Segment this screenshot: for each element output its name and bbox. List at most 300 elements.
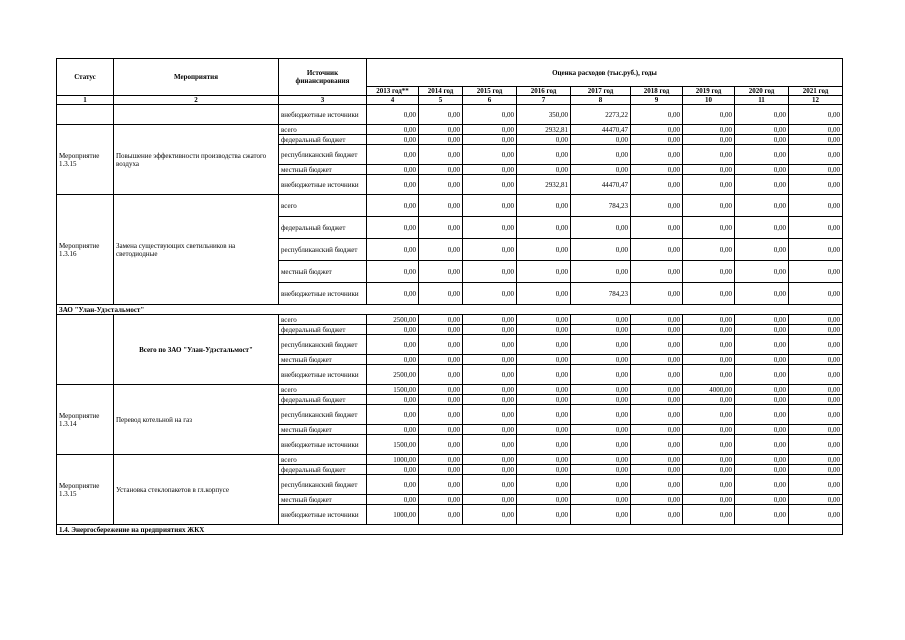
value-cell: 0,00 — [789, 283, 843, 305]
value-cell: 0,00 — [463, 335, 517, 355]
value-cell: 0,00 — [683, 335, 735, 355]
value-cell: 0,00 — [463, 239, 517, 261]
value-cell: 0,00 — [735, 365, 789, 385]
value-cell: 0,00 — [367, 283, 419, 305]
funding-source: всего — [279, 195, 367, 217]
value-cell: 0,00 — [463, 385, 517, 395]
value-cell: 0,00 — [517, 325, 571, 335]
value-cell: 0,00 — [463, 395, 517, 405]
value-cell: 0,00 — [463, 261, 517, 283]
value-cell: 0,00 — [463, 495, 517, 505]
value-cell: 0,00 — [683, 425, 735, 435]
value-cell: 0,00 — [571, 217, 631, 239]
funding-source: федеральный бюджет — [279, 325, 367, 335]
value-cell: 0,00 — [789, 455, 843, 465]
value-cell: 0,00 — [789, 505, 843, 525]
value-cell: 0,00 — [735, 239, 789, 261]
value-cell: 0,00 — [631, 365, 683, 385]
value-cell: 0,00 — [683, 505, 735, 525]
value-cell: 0,00 — [631, 315, 683, 325]
value-cell: 0,00 — [631, 505, 683, 525]
value-cell: 0,00 — [517, 145, 571, 165]
section-row — [57, 305, 843, 315]
value-cell: 0,00 — [571, 405, 631, 425]
column-number: 3 — [279, 96, 367, 105]
value-cell: 0,00 — [367, 425, 419, 435]
column-number: 10 — [683, 96, 735, 105]
funding-source: местный бюджет — [279, 425, 367, 435]
funding-source: федеральный бюджет — [279, 395, 367, 405]
value-cell: 0,00 — [735, 261, 789, 283]
value-cell: 0,00 — [735, 135, 789, 145]
value-cell: 0,00 — [517, 435, 571, 455]
value-cell: 0,00 — [631, 195, 683, 217]
value-cell: 0,00 — [571, 355, 631, 365]
value-cell: 0,00 — [789, 261, 843, 283]
value-cell: 0,00 — [367, 261, 419, 283]
value-cell: 0,00 — [683, 135, 735, 145]
value-cell: 0,00 — [683, 195, 735, 217]
funding-source: местный бюджет — [279, 355, 367, 365]
value-cell: 1000,00 — [367, 455, 419, 465]
status-cell: Мероприятие 1.3.14 — [57, 385, 114, 455]
value-cell: 0,00 — [419, 125, 463, 135]
value-cell: 0,00 — [571, 325, 631, 335]
value-cell: 0,00 — [517, 505, 571, 525]
table-row — [57, 315, 843, 325]
value-cell: 0,00 — [631, 465, 683, 475]
value-cell: 0,00 — [683, 239, 735, 261]
value-cell: 0,00 — [419, 505, 463, 525]
value-cell: 0,00 — [789, 145, 843, 165]
value-cell: 0,00 — [735, 175, 789, 195]
value-cell: 0,00 — [367, 145, 419, 165]
table-body — [57, 105, 843, 535]
value-cell: 0,00 — [419, 175, 463, 195]
value-cell: 0,00 — [571, 239, 631, 261]
column-numbers-row — [57, 96, 843, 105]
value-cell: 0,00 — [463, 175, 517, 195]
funding-source: всего — [279, 125, 367, 135]
funding-source: внебюджетные источники — [279, 505, 367, 525]
value-cell: 0,00 — [789, 405, 843, 425]
value-cell: 0,00 — [735, 125, 789, 135]
funding-source: внебюджетные источники — [279, 435, 367, 455]
value-cell: 0,00 — [517, 135, 571, 145]
value-cell: 0,00 — [789, 195, 843, 217]
value-cell: 0,00 — [517, 395, 571, 405]
value-cell: 0,00 — [463, 135, 517, 145]
year-header: 2014 год — [419, 87, 463, 96]
year-header: 2013 год** — [367, 87, 419, 96]
status-cell: Мероприятие 1.3.15 — [57, 455, 114, 525]
value-cell: 0,00 — [419, 475, 463, 495]
value-cell: 0,00 — [517, 425, 571, 435]
value-cell: 0,00 — [517, 165, 571, 175]
value-cell: 4000,00 — [683, 385, 735, 395]
value-cell: 0,00 — [367, 217, 419, 239]
value-cell: 350,00 — [517, 105, 571, 125]
value-cell: 0,00 — [631, 495, 683, 505]
value-cell: 0,00 — [463, 325, 517, 335]
value-cell: 0,00 — [367, 239, 419, 261]
value-cell: 0,00 — [419, 325, 463, 335]
value-cell: 0,00 — [631, 385, 683, 395]
value-cell: 0,00 — [735, 395, 789, 405]
value-cell: 0,00 — [683, 105, 735, 125]
value-cell: 0,00 — [631, 395, 683, 405]
value-cell: 0,00 — [367, 475, 419, 495]
status-cell — [57, 315, 114, 385]
value-cell: 2932,81 — [517, 125, 571, 135]
header-status: Статус — [57, 59, 114, 96]
value-cell: 0,00 — [683, 175, 735, 195]
year-header: 2015 год — [463, 87, 517, 96]
value-cell: 0,00 — [735, 195, 789, 217]
value-cell: 0,00 — [789, 315, 843, 325]
value-cell: 2932,81 — [517, 175, 571, 195]
funding-source: федеральный бюджет — [279, 217, 367, 239]
value-cell: 0,00 — [517, 217, 571, 239]
value-cell: 0,00 — [631, 105, 683, 125]
column-number: 4 — [367, 96, 419, 105]
section-title: 1.4. Энергосбережение на предприятиях ЖКХ — [57, 525, 843, 535]
value-cell: 0,00 — [367, 495, 419, 505]
table-row — [57, 195, 843, 217]
value-cell: 0,00 — [463, 315, 517, 325]
event-cell: Установка стеклопакетов в гл.корпусе — [114, 455, 279, 525]
value-cell: 0,00 — [735, 465, 789, 475]
header-source: Источник финансирования — [279, 59, 367, 96]
value-cell: 0,00 — [631, 335, 683, 355]
section-title: ЗАО "Улан-Удэстальмост" — [57, 305, 843, 315]
value-cell: 0,00 — [631, 475, 683, 495]
value-cell: 0,00 — [631, 145, 683, 165]
value-cell: 0,00 — [419, 385, 463, 395]
value-cell: 0,00 — [571, 425, 631, 435]
value-cell: 0,00 — [463, 145, 517, 165]
value-cell: 0,00 — [683, 465, 735, 475]
value-cell: 0,00 — [517, 495, 571, 505]
value-cell: 1500,00 — [367, 385, 419, 395]
value-cell: 1000,00 — [367, 505, 419, 525]
value-cell: 0,00 — [735, 283, 789, 305]
value-cell: 0,00 — [789, 435, 843, 455]
value-cell: 0,00 — [367, 195, 419, 217]
value-cell: 0,00 — [517, 283, 571, 305]
value-cell: 0,00 — [419, 335, 463, 355]
value-cell: 0,00 — [367, 405, 419, 425]
value-cell: 0,00 — [735, 315, 789, 325]
funding-source: республиканский бюджет — [279, 405, 367, 425]
value-cell: 0,00 — [463, 455, 517, 465]
value-cell: 0,00 — [419, 395, 463, 405]
column-number: 6 — [463, 96, 517, 105]
value-cell: 0,00 — [683, 365, 735, 385]
table-row — [57, 455, 843, 465]
value-cell: 44470,47 — [571, 125, 631, 135]
value-cell: 0,00 — [367, 395, 419, 405]
value-cell: 0,00 — [631, 217, 683, 239]
value-cell: 0,00 — [419, 435, 463, 455]
value-cell: 0,00 — [789, 425, 843, 435]
value-cell: 0,00 — [517, 239, 571, 261]
value-cell: 0,00 — [419, 365, 463, 385]
value-cell: 0,00 — [571, 335, 631, 355]
value-cell: 0,00 — [631, 239, 683, 261]
value-cell: 0,00 — [517, 355, 571, 365]
value-cell: 0,00 — [419, 405, 463, 425]
value-cell: 0,00 — [735, 385, 789, 395]
value-cell: 1500,00 — [367, 435, 419, 455]
column-number: 12 — [789, 96, 843, 105]
value-cell: 0,00 — [631, 325, 683, 335]
value-cell: 0,00 — [517, 385, 571, 395]
column-number: 11 — [735, 96, 789, 105]
value-cell: 0,00 — [789, 475, 843, 495]
value-cell: 0,00 — [735, 405, 789, 425]
year-header: 2018 год — [631, 87, 683, 96]
value-cell: 0,00 — [571, 455, 631, 465]
value-cell: 0,00 — [631, 165, 683, 175]
value-cell: 0,00 — [571, 435, 631, 455]
value-cell: 0,00 — [463, 475, 517, 495]
value-cell: 0,00 — [463, 283, 517, 305]
value-cell: 0,00 — [571, 145, 631, 165]
value-cell: 0,00 — [735, 455, 789, 465]
value-cell: 0,00 — [789, 239, 843, 261]
value-cell: 0,00 — [571, 505, 631, 525]
value-cell: 0,00 — [789, 495, 843, 505]
value-cell: 0,00 — [517, 195, 571, 217]
value-cell: 0,00 — [683, 315, 735, 325]
status-cell — [57, 105, 114, 125]
section-row — [57, 525, 843, 535]
value-cell: 0,00 — [631, 125, 683, 135]
value-cell: 0,00 — [419, 261, 463, 283]
value-cell: 0,00 — [631, 455, 683, 465]
value-cell: 0,00 — [735, 425, 789, 435]
value-cell: 0,00 — [571, 165, 631, 175]
funding-source: республиканский бюджет — [279, 145, 367, 165]
value-cell: 0,00 — [683, 455, 735, 465]
value-cell: 0,00 — [571, 495, 631, 505]
funding-source: внебюджетные источники — [279, 283, 367, 305]
value-cell: 0,00 — [571, 315, 631, 325]
value-cell: 44470,47 — [571, 175, 631, 195]
value-cell: 0,00 — [735, 495, 789, 505]
value-cell: 0,00 — [367, 165, 419, 175]
value-cell: 0,00 — [683, 261, 735, 283]
column-number: 7 — [517, 96, 571, 105]
value-cell: 0,00 — [463, 195, 517, 217]
value-cell: 0,00 — [735, 475, 789, 495]
value-cell: 0,00 — [517, 475, 571, 495]
funding-source: федеральный бюджет — [279, 465, 367, 475]
value-cell: 0,00 — [463, 165, 517, 175]
value-cell: 0,00 — [789, 385, 843, 395]
table-row — [57, 125, 843, 135]
value-cell: 0,00 — [463, 435, 517, 455]
value-cell: 0,00 — [631, 425, 683, 435]
value-cell: 0,00 — [789, 395, 843, 405]
value-cell: 0,00 — [683, 405, 735, 425]
value-cell: 0,00 — [683, 355, 735, 365]
event-cell: Всего по ЗАО "Улан-Удэстальмост" — [114, 315, 279, 385]
funding-source: внебюджетные источники — [279, 105, 367, 125]
value-cell: 0,00 — [631, 261, 683, 283]
value-cell: 0,00 — [367, 135, 419, 145]
value-cell: 0,00 — [789, 125, 843, 135]
value-cell: 0,00 — [463, 465, 517, 475]
value-cell: 0,00 — [683, 283, 735, 305]
value-cell: 0,00 — [517, 465, 571, 475]
value-cell: 0,00 — [419, 217, 463, 239]
value-cell: 0,00 — [683, 395, 735, 405]
funding-source: внебюджетные источники — [279, 175, 367, 195]
funding-source: внебюджетные источники — [279, 365, 367, 385]
table-row — [57, 385, 843, 395]
value-cell: 0,00 — [789, 365, 843, 385]
value-cell: 0,00 — [463, 365, 517, 385]
value-cell: 0,00 — [367, 125, 419, 135]
value-cell: 0,00 — [735, 435, 789, 455]
value-cell: 0,00 — [419, 355, 463, 365]
value-cell: 0,00 — [683, 165, 735, 175]
value-cell: 0,00 — [367, 105, 419, 125]
value-cell: 0,00 — [367, 175, 419, 195]
value-cell: 0,00 — [789, 165, 843, 175]
value-cell: 0,00 — [419, 165, 463, 175]
value-cell: 0,00 — [367, 335, 419, 355]
value-cell: 0,00 — [735, 325, 789, 335]
value-cell: 0,00 — [419, 465, 463, 475]
value-cell: 0,00 — [367, 355, 419, 365]
value-cell: 2500,00 — [367, 315, 419, 325]
value-cell: 0,00 — [735, 105, 789, 125]
status-cell: Мероприятие 1.3.16 — [57, 195, 114, 305]
value-cell: 0,00 — [735, 145, 789, 165]
year-header: 2020 год — [735, 87, 789, 96]
funding-source: всего — [279, 315, 367, 325]
year-header: 2021 год — [789, 87, 843, 96]
year-header: 2016 год — [517, 87, 571, 96]
value-cell: 784,23 — [571, 195, 631, 217]
value-cell: 0,00 — [571, 475, 631, 495]
value-cell: 0,00 — [367, 465, 419, 475]
column-number: 2 — [114, 96, 279, 105]
event-cell — [114, 105, 279, 125]
value-cell: 0,00 — [683, 125, 735, 135]
value-cell: 0,00 — [571, 261, 631, 283]
funding-source: местный бюджет — [279, 261, 367, 283]
funding-source: республиканский бюджет — [279, 239, 367, 261]
value-cell: 0,00 — [419, 135, 463, 145]
value-cell: 0,00 — [735, 217, 789, 239]
column-number: 1 — [57, 96, 114, 105]
year-header: 2017 год — [571, 87, 631, 96]
value-cell: 0,00 — [571, 465, 631, 475]
value-cell: 0,00 — [419, 145, 463, 165]
value-cell: 0,00 — [463, 105, 517, 125]
value-cell: 0,00 — [789, 325, 843, 335]
value-cell: 0,00 — [789, 217, 843, 239]
table-row — [57, 105, 843, 125]
funding-source: местный бюджет — [279, 165, 367, 175]
value-cell: 0,00 — [419, 105, 463, 125]
value-cell: 0,00 — [367, 325, 419, 335]
funding-source: всего — [279, 455, 367, 465]
header-events: Мероприятия — [114, 59, 279, 96]
funding-source: республиканский бюджет — [279, 335, 367, 355]
value-cell: 0,00 — [463, 217, 517, 239]
value-cell: 0,00 — [571, 365, 631, 385]
value-cell: 0,00 — [517, 315, 571, 325]
expense-table — [56, 58, 843, 535]
table-header — [57, 59, 843, 105]
value-cell: 2273,22 — [571, 105, 631, 125]
value-cell: 0,00 — [683, 145, 735, 165]
status-cell: Мероприятие 1.3.15 — [57, 125, 114, 195]
value-cell: 0,00 — [571, 385, 631, 395]
funding-source: республиканский бюджет — [279, 475, 367, 495]
value-cell: 0,00 — [571, 135, 631, 145]
value-cell: 0,00 — [463, 355, 517, 365]
value-cell: 0,00 — [463, 505, 517, 525]
event-cell: Повышение эффективности производства сжатого воздуха — [114, 125, 279, 195]
funding-source: местный бюджет — [279, 495, 367, 505]
value-cell: 0,00 — [631, 435, 683, 455]
value-cell: 0,00 — [683, 435, 735, 455]
value-cell: 0,00 — [419, 455, 463, 465]
value-cell: 0,00 — [789, 175, 843, 195]
value-cell: 0,00 — [631, 283, 683, 305]
value-cell: 0,00 — [463, 425, 517, 435]
value-cell: 0,00 — [419, 425, 463, 435]
value-cell: 0,00 — [735, 165, 789, 175]
header-estimate: Оценка расходов (тыс.руб.), годы — [367, 59, 843, 87]
value-cell: 0,00 — [631, 135, 683, 145]
value-cell: 0,00 — [517, 335, 571, 355]
value-cell: 784,23 — [571, 283, 631, 305]
value-cell: 0,00 — [463, 405, 517, 425]
value-cell: 0,00 — [789, 465, 843, 475]
year-header: 2019 год — [683, 87, 735, 96]
value-cell: 0,00 — [683, 495, 735, 505]
value-cell: 0,00 — [683, 217, 735, 239]
funding-source: федеральный бюджет — [279, 135, 367, 145]
value-cell: 0,00 — [683, 325, 735, 335]
value-cell: 0,00 — [419, 239, 463, 261]
event-cell: Замена существующих светильников на светодиодные — [114, 195, 279, 305]
value-cell: 0,00 — [683, 475, 735, 495]
column-number: 5 — [419, 96, 463, 105]
value-cell: 0,00 — [735, 355, 789, 365]
value-cell: 0,00 — [631, 355, 683, 365]
value-cell: 0,00 — [789, 135, 843, 145]
value-cell: 0,00 — [419, 283, 463, 305]
event-cell: Перевод котельной на газ — [114, 385, 279, 455]
column-number: 8 — [571, 96, 631, 105]
value-cell: 0,00 — [517, 365, 571, 385]
value-cell: 0,00 — [735, 335, 789, 355]
value-cell: 0,00 — [789, 105, 843, 125]
value-cell: 0,00 — [631, 175, 683, 195]
value-cell: 0,00 — [571, 395, 631, 405]
value-cell: 0,00 — [517, 405, 571, 425]
value-cell: 0,00 — [631, 405, 683, 425]
value-cell: 2500,00 — [367, 365, 419, 385]
